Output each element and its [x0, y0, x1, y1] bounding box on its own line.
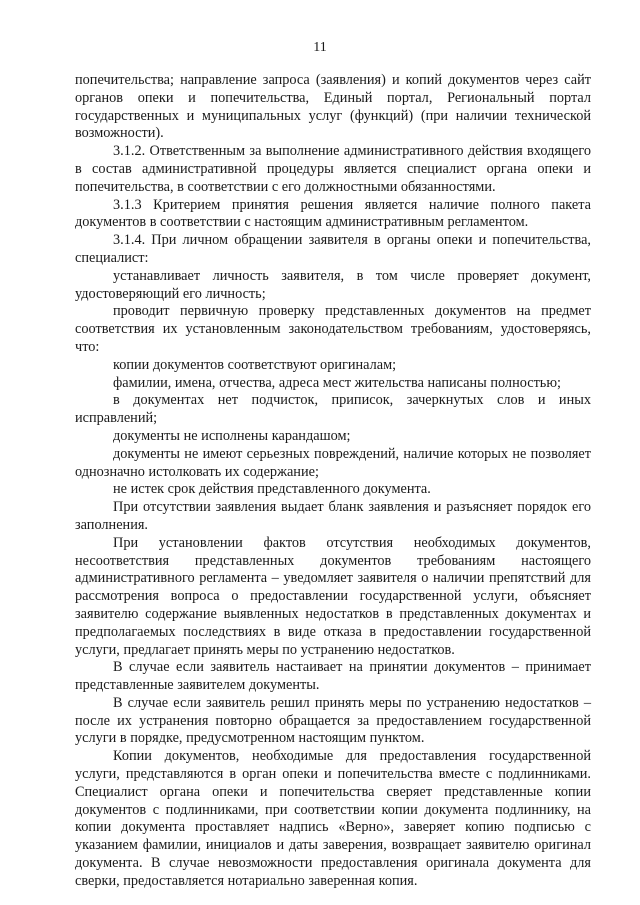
paragraph-application-form: При отсутствии заявления выдает бланк заявления и разъясняет порядок его заполнения. — [75, 499, 591, 533]
document-body — [75, 72, 591, 891]
paragraph-primary-check: проводит первичную проверку представленных документов на предмет соответствия их установленным законодательством требованиям, удостоверяясь, что: — [75, 303, 591, 355]
page-number: 11 — [313, 40, 327, 55]
paragraph-no-pencil: документы не исполнены карандашом; — [113, 427, 351, 444]
paragraph-names-full: фамилии, имена, отчества, адреса мест жительства написаны полностью; — [113, 374, 561, 391]
paragraph-3-1-3: 3.1.3 Критерием принятия решения является наличие полного пакета документов в соответствии с настоящим административным регламентом. — [75, 196, 591, 231]
paragraph-3-1-2: 3.1.2. Ответственным за выполнение административного действия входящего в состав административной процедуры является специалист органа опеки и попечительства, в соответствии с его должностными обязанностями. — [75, 143, 591, 195]
paragraph-missing-documents: При установлении фактов отсутствия необходимых документов, несоответствия представленных документов требованиям настоящего административного регламента – уведомляет заявителя о наличии препятствий для рассмотрения вопроса о предоставлении государственной услуги, объясняет заявителю содержание выявленных недостатков в представленных документах и предполагаемых последствиях в виде отказа в предоставлении государственной услуги, предлагает принять меры по устранению недостатков. — [75, 534, 591, 658]
paragraph-copies-match: копии документов соответствуют оригиналам; — [113, 356, 397, 373]
paragraph-validity: не истек срок действия представленного документа. — [113, 481, 431, 498]
paragraph-no-corrections: в документах нет подчисток, приписок, зачеркнутых слов и иных исправлений; — [75, 392, 591, 427]
paragraph-applicant-insists: В случае если заявитель настаивает на принятии документов – принимает представленные заявителем документы. — [75, 659, 591, 694]
paragraph-applicant-fixes: В случае если заявитель решил принять меры по устранению недостатков – после их устранения повторно обращается за предоставлением государственной услуги в порядке, предусмотренном настоящим пунктом. — [75, 694, 591, 747]
paragraph-document-copies: Копии документов, необходимые для предоставления государственной услуги, представляются в орган опеки и попечительства вместе с подлинниками. Специалист органа опеки и попечительства сверяет представленные копии документов с подлинниками, при соответствии копии документа подлиннику, на копии документа проставляет надпись «Верно», заверяет копию подписью с указанием фамилии, инициалов и даты заверения, возвращает заявителю оригинал документа. В случае невозможности предоставления оригинала документа для сверки, предоставляется нотариально заверенная копия. — [75, 748, 591, 889]
paragraph-no-damage: документы не имеют серьезных повреждений, наличие которых не позволяет однозначно истолковать их содержание; — [75, 445, 591, 480]
paragraph-3-1-4: 3.1.4. При личном обращении заявителя в органы опеки и попечительства, специалист: — [75, 232, 591, 266]
paragraph-identity-check: устанавливает личность заявителя, в том числе проверяет документ, удостоверяющий его личность; — [75, 267, 591, 302]
paragraph-continuation: попечительства; направление запроса (заявления) и копий документов через сайт органов опеки и попечительства, Единый портал, Региональный портал государственных и муниципальных услуг (функций) (при наличии технической возможности). — [75, 72, 591, 142]
